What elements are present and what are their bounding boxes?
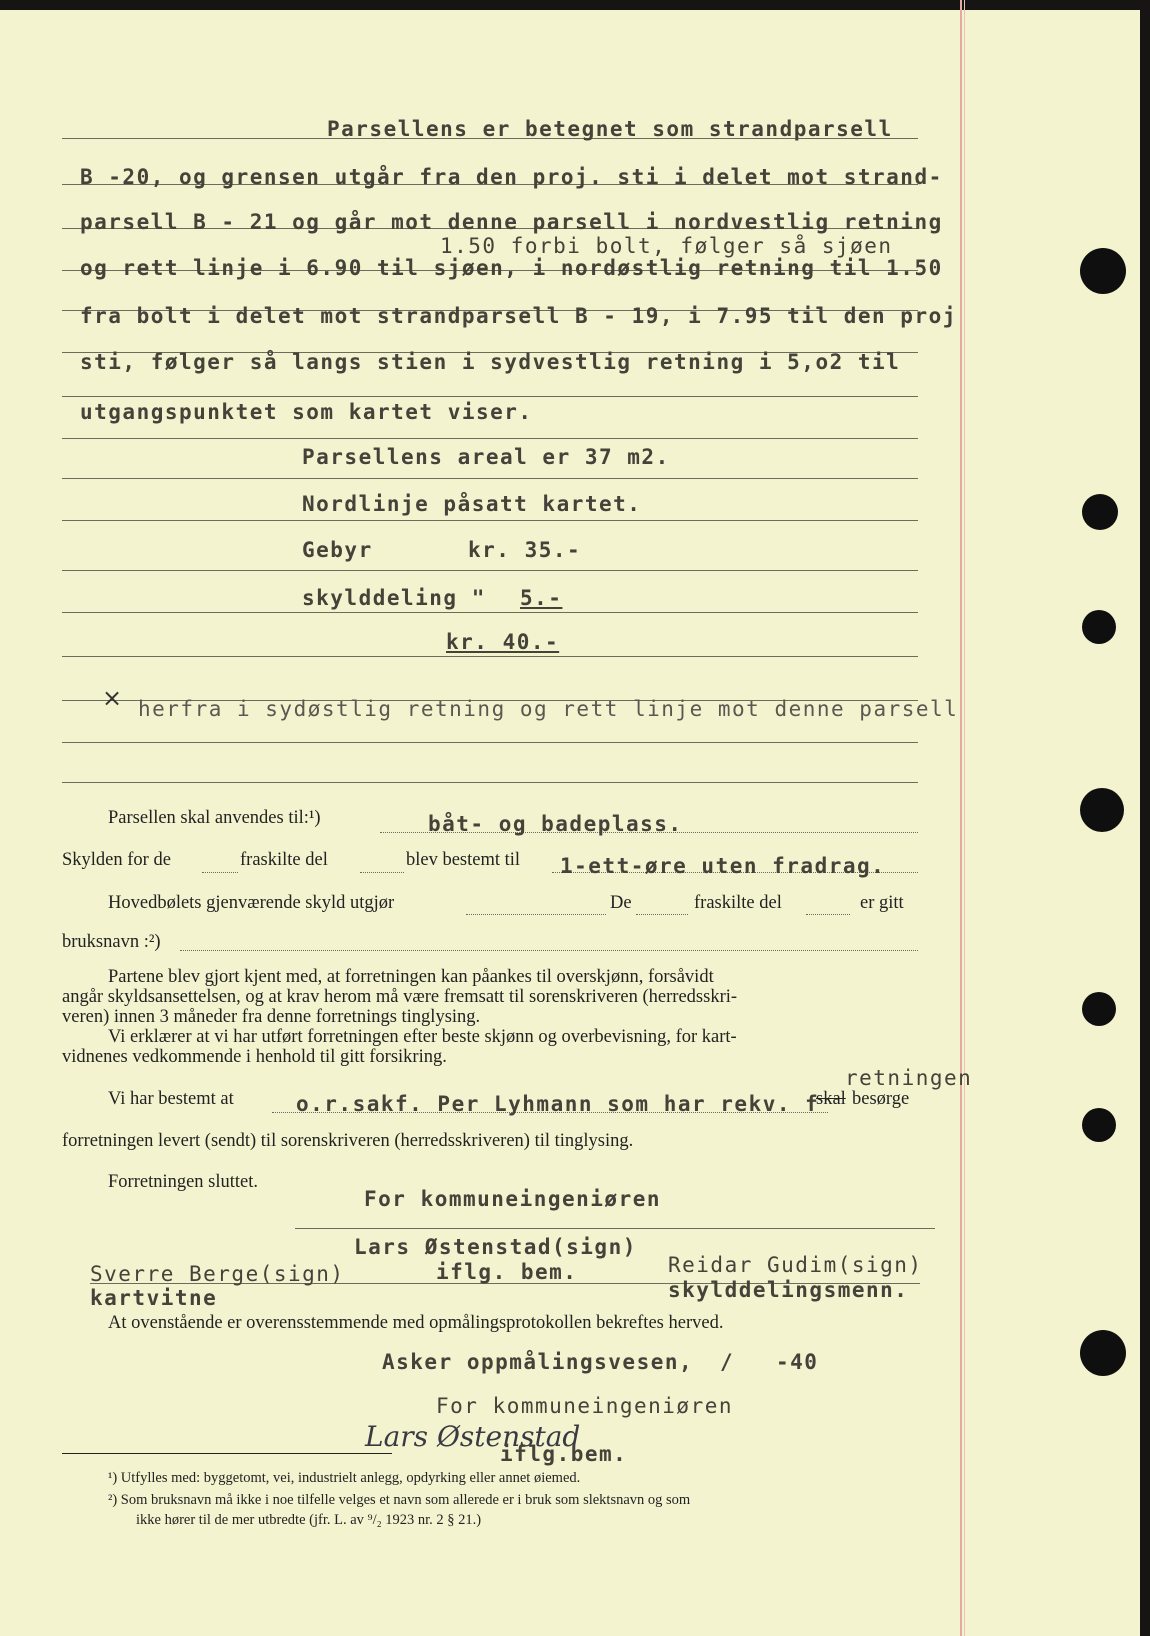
text-ovenstaaende: At ovenstående er overensstemmende med opmålingsprotokollen bekreftes herved. (108, 1313, 724, 1333)
fill-line (806, 914, 850, 915)
ruled-line (62, 612, 918, 613)
ruled-line (62, 656, 918, 657)
typed-skylddeling-label: skylddeling " (302, 586, 486, 610)
label-fraskilte-2: fraskilte del (694, 893, 782, 913)
label-fraskilte: fraskilte del (240, 850, 328, 870)
binder-hole (1082, 610, 1116, 644)
ruled-line (62, 742, 918, 743)
label-bestemt: blev bestemt til (406, 850, 521, 870)
footnote-2b: ikke hører til de mer utbredte (jfr. L. av ⁹/₂ 1923 nr. 2 § 21.) (136, 1512, 482, 1528)
ruled-line (62, 782, 918, 783)
label-bruksnavn: bruksnavn :²) (62, 932, 161, 952)
ruled-line (62, 438, 918, 439)
handwritten-signature: Lars Østenstad (365, 1420, 581, 1453)
fill-line (466, 914, 606, 915)
typed-for-kommuneing-2: For kommuneingeniøren (436, 1394, 734, 1418)
typed-line-4: og rett linje i 6.90 til sjøen, i nordøstlig retning til 1.50 (80, 256, 943, 280)
cross-mark: × (102, 684, 123, 712)
scan-edge-right (1140, 0, 1150, 1636)
typed-gebyr-label: Gebyr (302, 538, 373, 562)
typed-lars-sign: Lars Østenstad(sign) (354, 1235, 637, 1259)
typed-skylddeling-value: 5.- (520, 586, 563, 610)
typed-line-3: parsell B - 21 og går mot denne parsell i nordvestlig retning (80, 210, 943, 234)
ruled-line (62, 520, 918, 521)
binder-hole (1080, 788, 1124, 832)
margin-rule-inner (964, 0, 965, 1636)
typed-line-3-insert: 1.50 forbi bolt, følger så sjøen (440, 234, 893, 258)
typed-line-5: fra bolt i delet mot strandparsell B - 19, i 7.95 til den proj (80, 304, 957, 328)
binder-hole (1080, 248, 1126, 294)
typed-line-6: sti, følger så langs stien i sydvestlig retning i 5,o2 til (80, 350, 901, 374)
typed-line-7: utgangspunktet som kartet viser. (80, 400, 533, 424)
label-anvendes: Parsellen skal anvendes til:¹) (108, 808, 321, 828)
text-sluttet: Forretningen sluttet. (108, 1172, 259, 1192)
label-hovedbolet: Hovedbølets gjenværende skyld utgjør (108, 893, 395, 913)
text-partene-2: angår skyldsansettelsen, og at krav herom må være fremsatt til sorenskriveren (herredsskri- (62, 987, 738, 1007)
typed-total: kr. 40.- (446, 630, 560, 654)
typed-skylddelingsmenn: skylddelingsmenn. (668, 1278, 909, 1302)
typed-skyld-amount: 1-ett-øre uten fradrag. (560, 854, 886, 878)
ruled-line (180, 950, 918, 951)
ruled-line (62, 396, 918, 397)
typed-sverre: Sverre Berge(sign) (90, 1262, 345, 1286)
fill-line (360, 872, 404, 873)
typed-nordlinje: Nordlinje påsatt kartet. (302, 492, 642, 516)
typed-line-1: Parsellens er betegnet som strandparsell (327, 117, 893, 141)
label-de: De (610, 893, 632, 913)
margin-rule (960, 0, 962, 1636)
typed-slash: / (720, 1350, 735, 1374)
ruled-line (295, 1228, 935, 1229)
footnote-2a: ²) Som bruksnavn må ikke i noe tilfelle velges et navn som allerede er i bruk som slektsnavn og som (108, 1492, 691, 1508)
typed-use: båt- og badeplass. (428, 812, 683, 836)
typed-gebyr-value: kr. 35.- (468, 538, 582, 562)
binder-hole (1080, 1330, 1126, 1376)
typed-kartvitne: kartvitne (90, 1286, 218, 1310)
ruled-line (62, 570, 918, 571)
label-besorge: besørge (852, 1089, 910, 1109)
fill-line (636, 914, 688, 915)
typed-iflg-2: iflg.bem. (500, 1442, 628, 1466)
label-skal: skal (816, 1089, 846, 1109)
text-partene-1: Partene blev gjort kjent med, at forretningen kan påankes til overskjønn, forsåvidt (108, 967, 714, 987)
typed-area: Parsellens areal er 37 m2. (302, 445, 670, 469)
text-levert: forretningen levert (sendt) til sorenskriveren (herredsskriveren) til tinglysing. (62, 1131, 634, 1151)
text-erklaer-2: vidnenes vedkommende i henhold til gitt forsikring. (62, 1047, 447, 1067)
label-skylden: Skylden for de (62, 850, 171, 870)
binder-hole (1082, 494, 1118, 530)
typed-retningen: retningen (845, 1066, 973, 1090)
binder-hole (1082, 1108, 1116, 1142)
typed-reidar: Reidar Gudim(sign) (668, 1253, 923, 1277)
label-vi-har-bestemt: Vi har bestemt at (108, 1089, 234, 1109)
scan-edge-top (0, 0, 1150, 10)
label-er-gitt: er gitt (860, 893, 904, 913)
typed-line-2: B -20, og grensen utgår fra den proj. sti i delet mot strand- (80, 165, 943, 189)
footnote-1: ¹) Utfylles med: byggetomt, vei, industrielt anlegg, opdyrking eller annet øiemed. (108, 1470, 581, 1486)
text-erklaer-1: Vi erklærer at vi har utført forretningen efter beste skjønn og overbevisning, for kart- (108, 1027, 737, 1047)
typed-for-kommuneing: For kommuneingeniøren (364, 1187, 662, 1211)
typed-asker: Asker oppmålingsvesen, (382, 1350, 694, 1374)
typed-iflg: iflg. bem. (436, 1260, 578, 1284)
typed-x-note: herfra i sydøstlig retning og rett linje mot denne parsell (138, 697, 959, 721)
footnote-rule (62, 1453, 392, 1454)
text-partene-3: veren) innen 3 måneder fra denne forretnings tinglysing. (62, 1007, 481, 1027)
ruled-line (62, 478, 918, 479)
binder-hole (1082, 992, 1116, 1026)
typed-rekv: o.r.sakf. Per Lyhmann som har rekv. f (296, 1092, 820, 1116)
typed-year: -40 (776, 1350, 819, 1374)
fill-line (202, 872, 238, 873)
